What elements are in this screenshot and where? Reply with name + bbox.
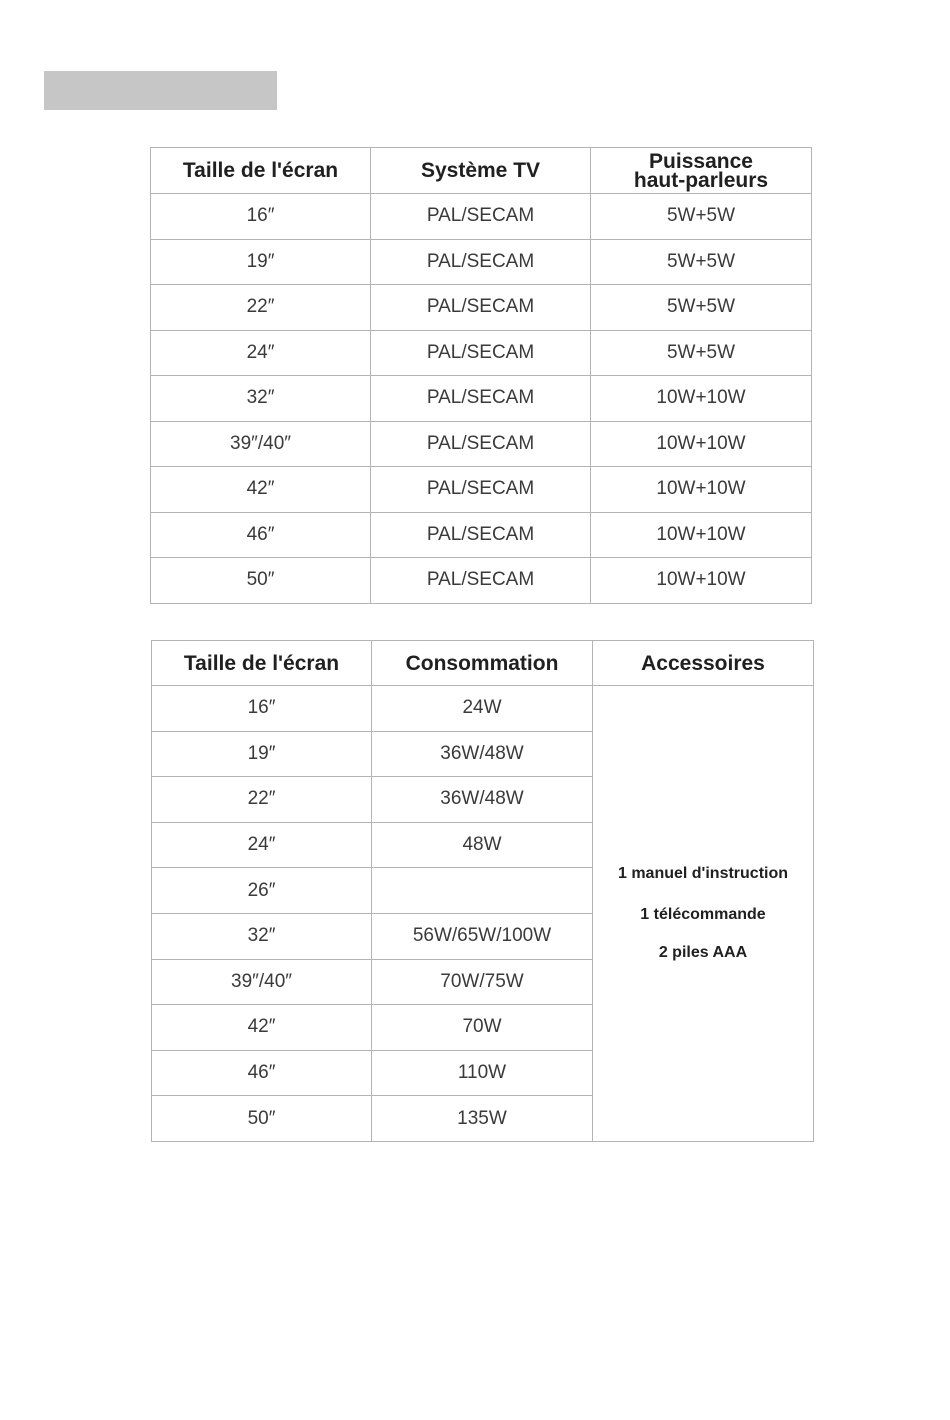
cell-screen-size: 22″	[151, 285, 371, 331]
section-header-bar	[44, 71, 277, 110]
accessory-item: 1 manuel d'instruction	[617, 864, 789, 882]
table-row	[151, 239, 812, 285]
cell-tv-system: PAL/SECAM	[371, 330, 591, 376]
cell-screen-size: 32″	[151, 376, 371, 422]
cell-consumption: 110W	[372, 1050, 593, 1096]
column-header-speaker-power: Puissance haut-parleurs	[591, 148, 812, 194]
cell-tv-system: PAL/SECAM	[371, 421, 591, 467]
cell-screen-size: 16″	[151, 194, 371, 240]
cell-screen-size: 39″/40″	[151, 421, 371, 467]
cell-screen-size: 46″	[151, 512, 371, 558]
consumption-table	[151, 640, 814, 1142]
cell-tv-system: PAL/SECAM	[371, 376, 591, 422]
cell-consumption	[372, 868, 593, 914]
cell-speaker-power: 10W+10W	[591, 376, 812, 422]
cell-screen-size: 19″	[151, 239, 371, 285]
column-header-consumption: Consommation	[372, 641, 593, 686]
table-header-row	[151, 148, 812, 194]
table-row	[151, 421, 812, 467]
cell-screen-size: 22″	[152, 777, 372, 823]
cell-consumption: 70W/75W	[372, 959, 593, 1005]
cell-screen-size: 24″	[152, 822, 372, 868]
table-row	[151, 194, 812, 240]
cell-tv-system: PAL/SECAM	[371, 558, 591, 604]
table-row	[151, 330, 812, 376]
cell-consumption: 36W/48W	[372, 731, 593, 777]
cell-consumption: 24W	[372, 686, 593, 732]
cell-consumption: 56W/65W/100W	[372, 913, 593, 959]
cell-speaker-power: 10W+10W	[591, 421, 812, 467]
cell-screen-size: 26″	[152, 868, 372, 914]
table-row	[151, 376, 812, 422]
column-header-screen-size: Taille de l'écran	[152, 641, 372, 686]
tv-system-table	[150, 147, 812, 604]
table-row	[151, 467, 812, 513]
cell-tv-system: PAL/SECAM	[371, 194, 591, 240]
table-row	[151, 512, 812, 558]
cell-screen-size: 42″	[151, 467, 371, 513]
accessory-item: 1 télécommande	[640, 905, 766, 923]
cell-consumption: 135W	[372, 1096, 593, 1142]
cell-tv-system: PAL/SECAM	[371, 467, 591, 513]
accessory-item: 2 piles AAA	[658, 943, 748, 961]
cell-screen-size: 50″	[152, 1096, 372, 1142]
cell-screen-size: 46″	[152, 1050, 372, 1096]
table-row	[152, 686, 814, 732]
column-header-accessories: Accessoires	[593, 641, 814, 686]
cell-tv-system: PAL/SECAM	[371, 285, 591, 331]
cell-screen-size: 16″	[152, 686, 372, 732]
cell-tv-system: PAL/SECAM	[371, 239, 591, 285]
table-row	[151, 285, 812, 331]
cell-screen-size: 39″/40″	[152, 959, 372, 1005]
cell-consumption: 36W/48W	[372, 777, 593, 823]
cell-screen-size: 32″	[152, 913, 372, 959]
table-row	[151, 558, 812, 604]
cell-screen-size: 50″	[151, 558, 371, 604]
cell-consumption: 48W	[372, 822, 593, 868]
column-header-screen-size: Taille de l'écran	[151, 148, 371, 194]
cell-speaker-power: 10W+10W	[591, 467, 812, 513]
cell-screen-size: 42″	[152, 1005, 372, 1051]
table-header-row	[152, 641, 814, 686]
cell-screen-size: 24″	[151, 330, 371, 376]
accessories-cell	[593, 686, 814, 1142]
cell-speaker-power: 10W+10W	[591, 558, 812, 604]
cell-tv-system: PAL/SECAM	[371, 512, 591, 558]
column-header-tv-system: Système TV	[371, 148, 591, 194]
cell-speaker-power: 5W+5W	[591, 194, 812, 240]
cell-speaker-power: 5W+5W	[591, 330, 812, 376]
cell-screen-size: 19″	[152, 731, 372, 777]
cell-speaker-power: 5W+5W	[591, 285, 812, 331]
cell-speaker-power: 5W+5W	[591, 239, 812, 285]
cell-speaker-power: 10W+10W	[591, 512, 812, 558]
cell-consumption: 70W	[372, 1005, 593, 1051]
